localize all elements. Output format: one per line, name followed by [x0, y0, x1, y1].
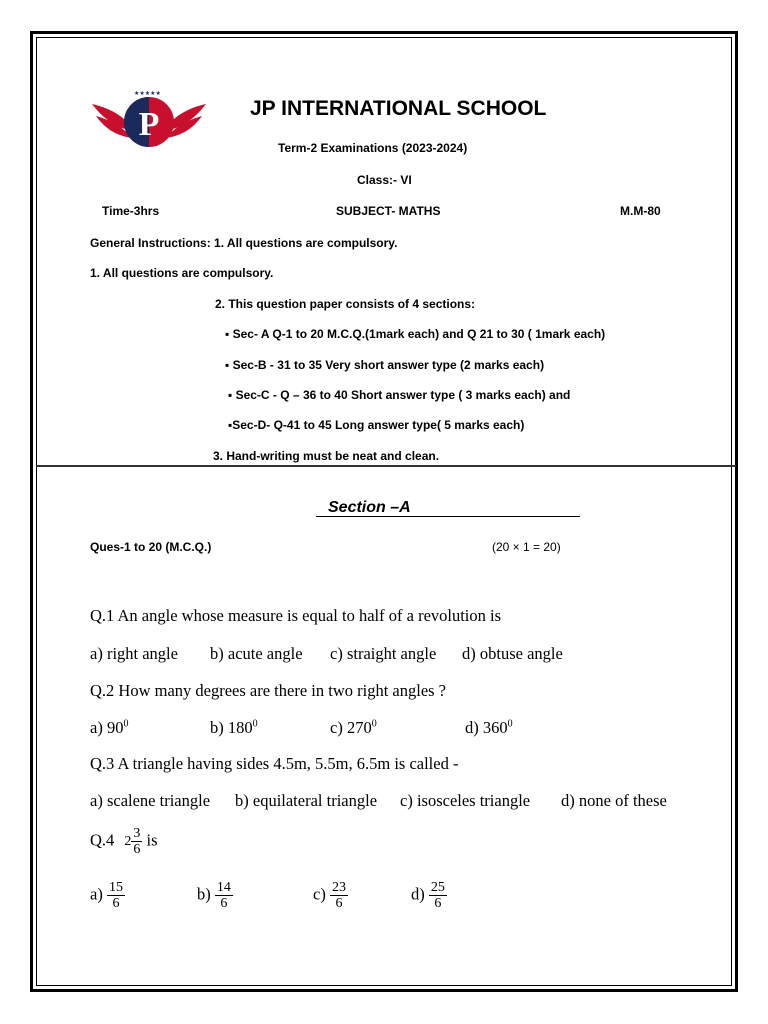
time-label: Time-3hrs [102, 204, 160, 218]
q2-option-b: b) $180^0$ [210, 718, 258, 737]
instruction-line-1: General Instructions: 1. All questions are compulsory. [90, 236, 398, 250]
q4-option-a: a) $\frac{15}{6}$ [90, 880, 123, 911]
q3-option-a: a) scalene triangle [90, 791, 211, 810]
q1-text: Q.1 An angle whose measure is equal to half of a revolution is [90, 606, 502, 625]
q3-option-d: d) none of these [561, 791, 667, 810]
school-name: JP INTERNATIONAL SCHOOL [250, 97, 547, 120]
instruction-sec-a: ▪ Sec- A Q-1 to 20 M.C.Q.(1mark each) and Q 21 to 30 ( 1mark each) [225, 327, 606, 341]
svg-text:P: P [138, 106, 160, 143]
q4-option-b: b) $\frac{14}{6}$ [197, 880, 231, 911]
ques-range: Ques-1 to 20 (M.C.Q.) [90, 540, 212, 554]
q4-question [90, 826, 158, 857]
q4-whole: 2 [124, 834, 132, 850]
max-marks-label: M.M-80 [620, 204, 661, 218]
instruction-line-4: 3. Hand-writing must be neat and clean. [213, 449, 440, 463]
school-logo [90, 90, 208, 152]
q2-option-d: d) $360^0$ [465, 718, 513, 737]
q1-option-c: c) straight angle [330, 644, 437, 663]
section-marks: (20 × 1 = 20) [492, 540, 561, 554]
svg-text:★★★★★: ★★★★★ [134, 91, 161, 97]
q2-text: Q.2 How many degrees are there in two right angles ? [90, 681, 447, 700]
instruction-sec-c: ▪ Sec-C - Q – 36 to 40 Short answer type ( 3 marks each) and [228, 388, 571, 402]
q3-text: Q.3 A triangle having sides 4.5m, 5.5m, 6.5m is called - [90, 754, 459, 773]
instruction-sec-d: ▪Sec-D- Q-41 to 45 Long answer type( 5 marks each) [228, 418, 525, 432]
q4-label: Q.4 [90, 830, 115, 850]
subject-label: SUBJECT- MATHS [336, 204, 441, 218]
q2-option-a: a) $90^0$ [90, 718, 129, 737]
q4-fraction: $\frac{3}{6}$ [133, 826, 141, 857]
section-title: Section –A [328, 499, 411, 516]
q1-option-d: d) obtuse angle [462, 644, 563, 663]
q1-option-b: b) acute angle [210, 644, 303, 663]
class-label: Class:- VI [357, 173, 412, 187]
exam-title: Term-2 Examinations (2023-2024) [278, 141, 468, 155]
section-underline [316, 516, 580, 517]
q4-option-d: d) $\frac{25}{6}$ [411, 880, 445, 911]
q4-suffix: is [146, 830, 158, 850]
q1-option-a: a) right angle [90, 644, 178, 663]
section-divider [36, 465, 736, 467]
q3-option-c: c) isosceles triangle [400, 791, 531, 810]
q2-option-c: c) $270^0$ [330, 718, 377, 737]
q4-option-c: c) $\frac{23}{6}$ [313, 880, 346, 911]
instruction-line-2: 1. All questions are compulsory. [90, 266, 274, 280]
instruction-sec-b: ▪ Sec-B - 31 to 35 Very short answer type (2 marks each) [225, 358, 545, 372]
q3-option-b: b) equilateral triangle [235, 791, 378, 810]
instruction-line-3: 2. This question paper consists of 4 sections: [215, 297, 476, 311]
